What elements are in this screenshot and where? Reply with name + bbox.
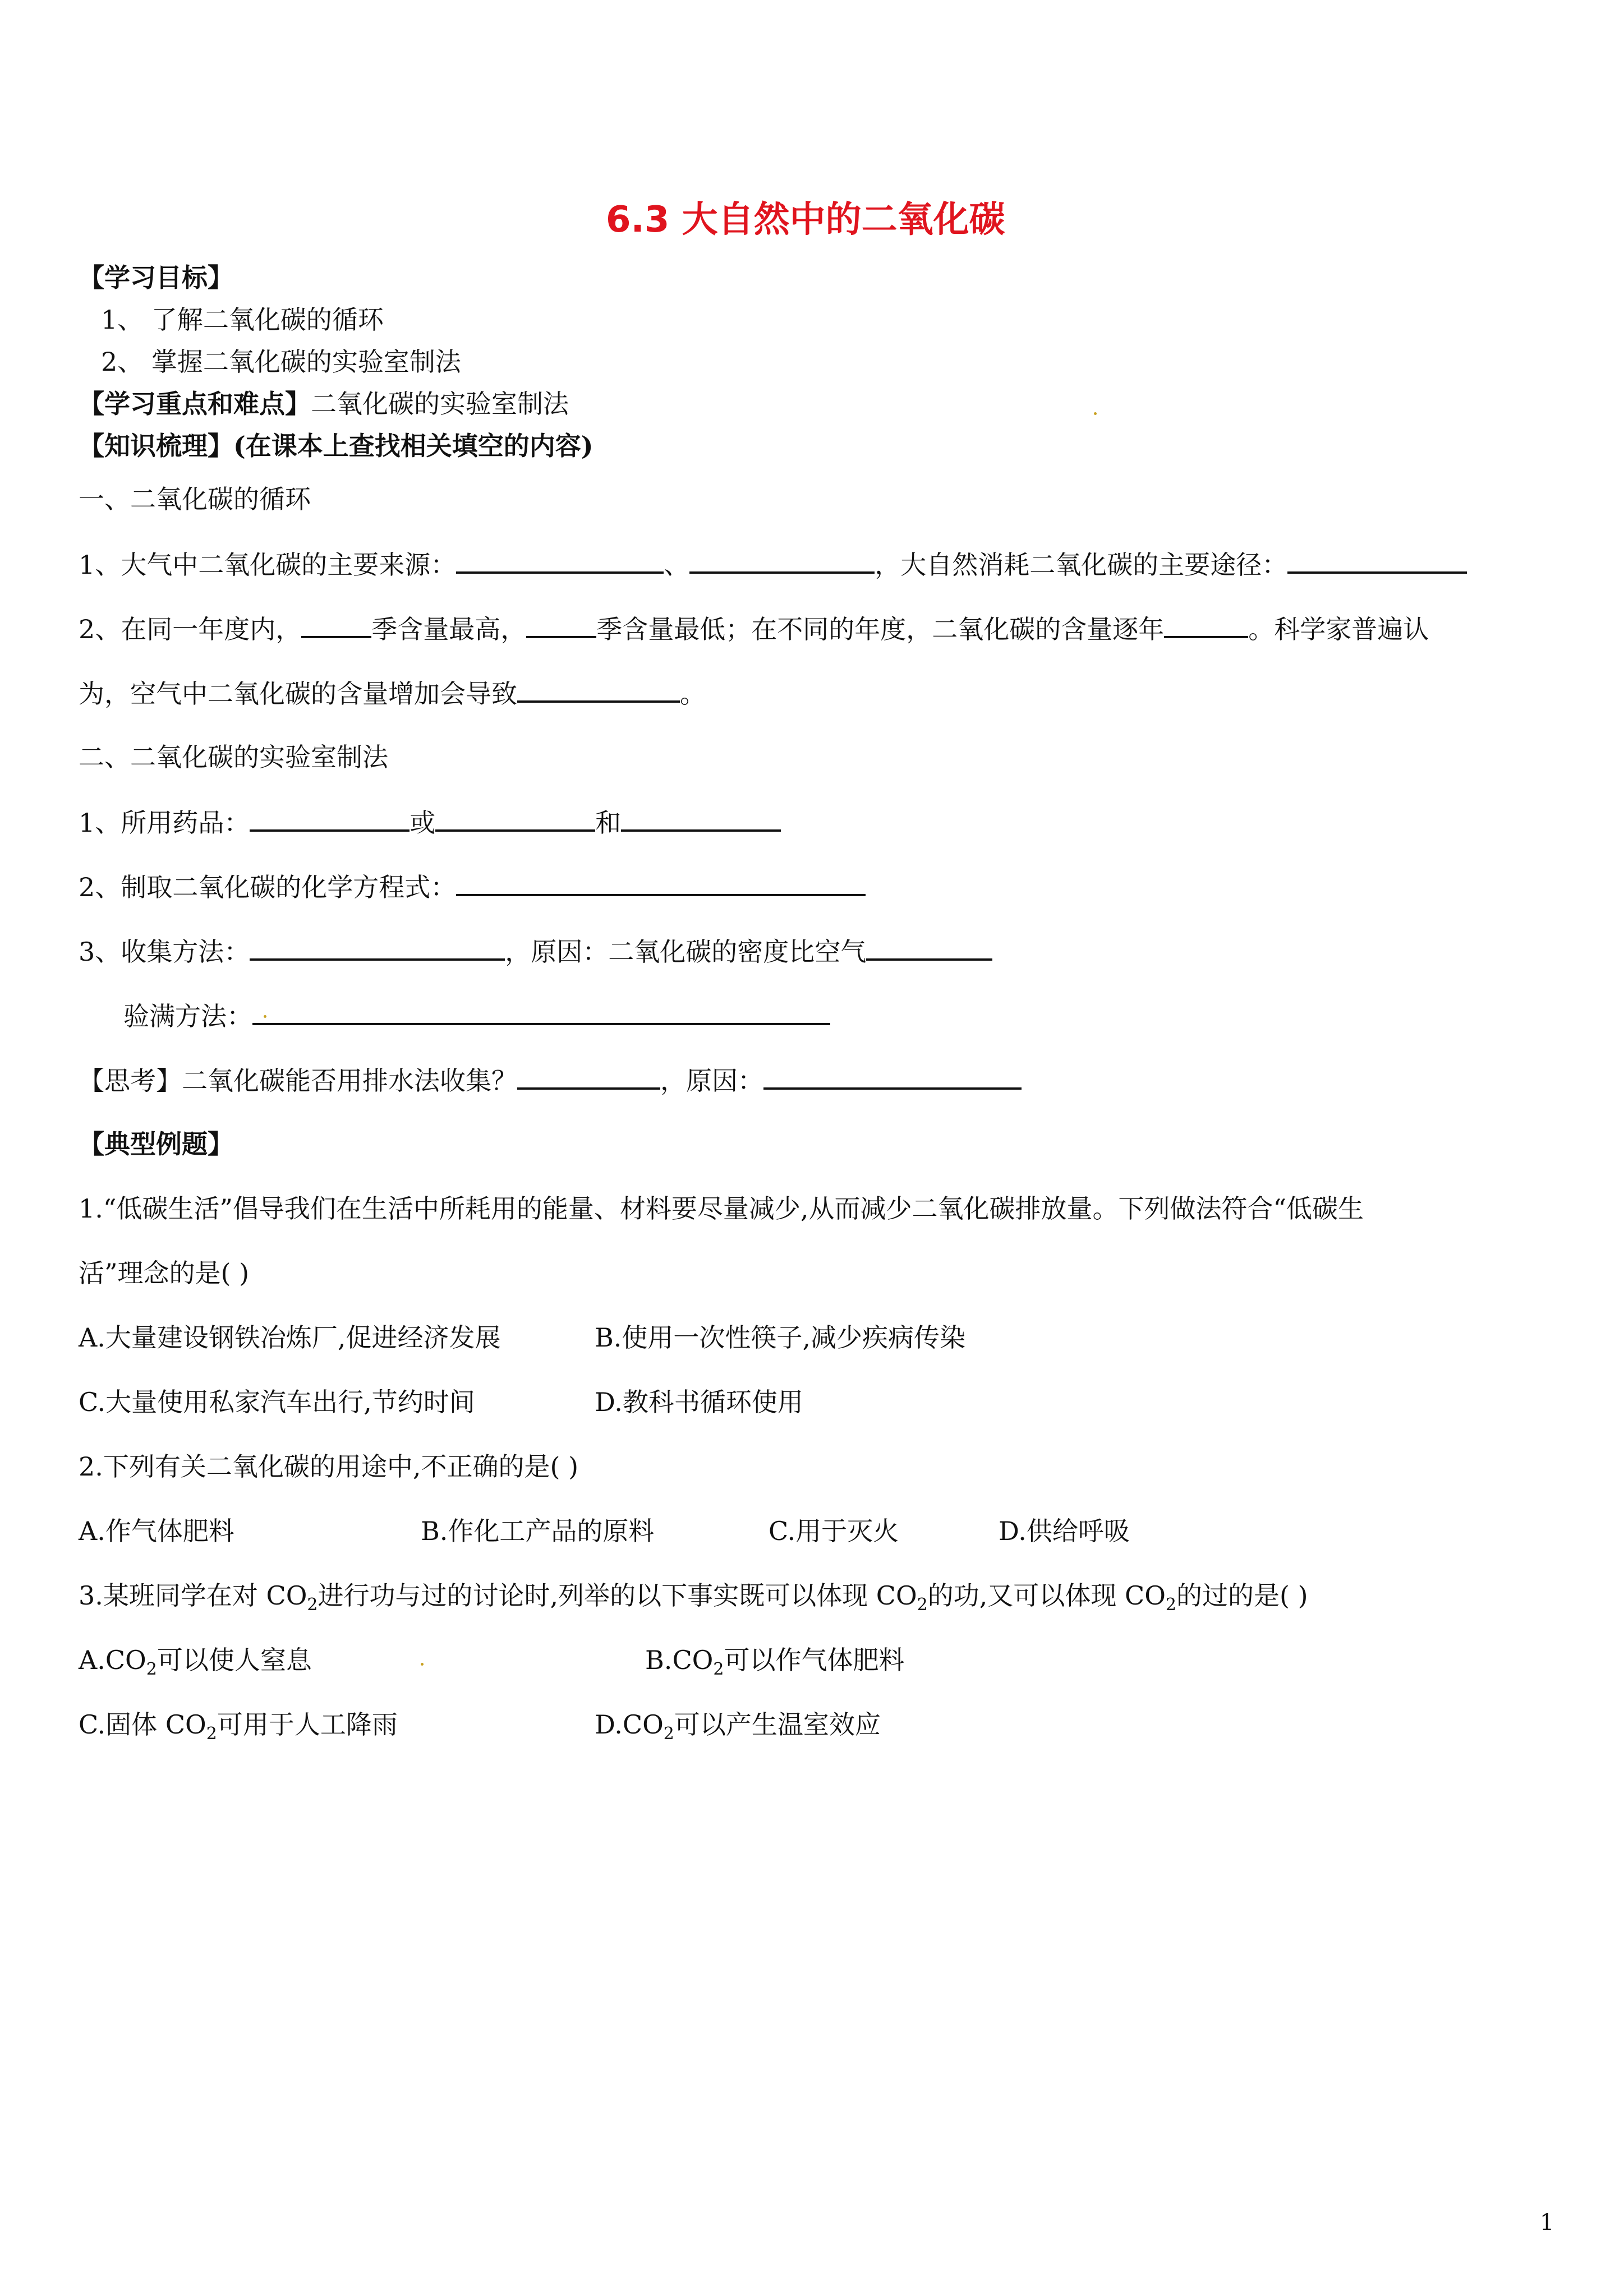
- s2-q1-text-a: 1、所用药品：: [79, 808, 250, 838]
- objectives-heading: 【学习目标】: [79, 262, 233, 293]
- blank[interactable]: [250, 934, 505, 961]
- keypoint-line: [79, 387, 569, 421]
- co2-text: CO: [105, 1645, 146, 1675]
- s2-q1-text-c: 和: [595, 808, 622, 838]
- s2-question-1: [79, 805, 781, 840]
- s1-q1-text-b: 、: [664, 550, 690, 580]
- example-1-option-c: C.大量使用私家汽车出行,节约时间: [79, 1387, 475, 1417]
- option-b-prefix: B.: [645, 1645, 673, 1675]
- co2-text: CO: [622, 1709, 664, 1740]
- examples-heading: 【典型例题】: [79, 1129, 233, 1159]
- subscript: 2: [917, 1595, 928, 1615]
- subscript: 2: [206, 1724, 217, 1744]
- example-2-option-b: B.作化工产品的原料: [421, 1516, 655, 1546]
- s1-q2-text-a: 2、在同一年度内，: [79, 614, 302, 644]
- example-3-option-c: [79, 1708, 398, 1751]
- s1-q2-text-c: 季含量最低；在不同的年度，二氧化碳的含量逐年: [596, 614, 1165, 644]
- s1-q1-text-c: ，大自然消耗二氧化碳的主要途径：: [875, 550, 1288, 580]
- page-number: 1: [1540, 2210, 1554, 2235]
- blank[interactable]: [763, 1063, 1022, 1090]
- blank[interactable]: [526, 611, 596, 638]
- keypoint-text: 二氧化碳的实验室制法: [311, 389, 569, 419]
- objective-2: 2、 掌握二氧化碳的实验室制法: [101, 347, 461, 377]
- s1-q1-text-a: 1、大气中二氧化碳的主要来源：: [79, 550, 457, 580]
- option-b-text: 可以作气体肥料: [724, 1645, 905, 1675]
- think-text-b: ，原因：: [660, 1066, 763, 1096]
- knowledge-heading: 【知识梳理】(在课本上查找相关填空的内容): [79, 431, 594, 461]
- example-1-option-a: A.大量建设钢铁冶炼厂,促进经济发展: [79, 1322, 501, 1353]
- think-text-a: 【思考】二氧化碳能否用排水法收集？: [79, 1066, 517, 1096]
- blank[interactable]: [252, 998, 830, 1025]
- subscript: 2: [713, 1659, 724, 1680]
- subscript: 2: [1165, 1595, 1177, 1615]
- example-2-option-d: D.供给呼吸: [999, 1516, 1130, 1546]
- s2-q4-text: 验满方法：: [123, 1001, 252, 1031]
- blank[interactable]: [456, 869, 866, 896]
- option-c-text: 可用于人工降雨: [217, 1709, 398, 1740]
- example-1-line-1: 1.“低碳生活”倡导我们在生活中所耗用的能量、材料要尽量减少,从而减少二氧化碳排放量。下列做法符合“低碳生: [79, 1193, 1364, 1224]
- option-a-text: 可以使人窒息: [157, 1645, 312, 1675]
- option-d-prefix: D.: [595, 1709, 623, 1740]
- blank[interactable]: [1164, 611, 1248, 638]
- stray-dot: [1094, 412, 1097, 415]
- blank[interactable]: [621, 805, 781, 832]
- example-3-option-b: [645, 1643, 904, 1686]
- s2-q1-text-b: 或: [410, 808, 436, 838]
- stray-dot: [421, 1663, 424, 1666]
- section2-heading: 二、二氧化碳的实验室制法: [79, 742, 388, 772]
- s1-q2-text-d: 。科学家普遍认: [1248, 614, 1429, 644]
- ex3-text-b: 进行功与过的讨论时,列举的以下事实既可以体现 CO: [318, 1580, 917, 1611]
- s2-q2-text: 2、制取二氧化碳的化学方程式：: [79, 872, 457, 902]
- co2-text: CO: [672, 1645, 714, 1675]
- ex3-text-c: 的功,又可以体现 CO: [927, 1580, 1166, 1611]
- s1-question-2: [79, 611, 1429, 646]
- blank[interactable]: [517, 1063, 660, 1090]
- blank[interactable]: [301, 611, 371, 638]
- think-line: [79, 1063, 1022, 1098]
- objective-1: 1、 了解二氧化碳的循环: [101, 305, 384, 335]
- s2-question-4: [123, 998, 830, 1033]
- blank[interactable]: [517, 676, 680, 703]
- subscript: 2: [307, 1595, 318, 1615]
- stray-dot: [264, 1015, 266, 1018]
- example-3-option-a: [79, 1643, 312, 1686]
- subscript: 2: [146, 1659, 157, 1680]
- keypoint-heading: 【学习重点和难点】: [79, 389, 311, 419]
- blank[interactable]: [456, 547, 664, 574]
- blank[interactable]: [689, 547, 875, 574]
- s1-q2-text-e: 为，空气中二氧化碳的含量增加会导致: [79, 679, 517, 709]
- option-a-prefix: A.: [79, 1645, 105, 1675]
- example-2-option-c: C.用于灭火: [769, 1516, 899, 1546]
- ex3-text-a: 3.某班同学在对 CO: [79, 1580, 307, 1611]
- s1-q2-text-b: 季含量最高，: [371, 614, 527, 644]
- s2-question-3: [79, 934, 992, 969]
- ex3-text-d: 的过的是( ): [1176, 1580, 1308, 1611]
- subscript: 2: [663, 1724, 674, 1744]
- blank[interactable]: [250, 805, 410, 832]
- example-1-option-d: D.教科书循环使用: [595, 1387, 803, 1417]
- example-1-line-2: 活”理念的是( ): [79, 1258, 250, 1288]
- s2-question-2: [79, 869, 866, 904]
- example-3-line: [79, 1579, 1308, 1622]
- option-d-text: 可以产生温室效应: [674, 1709, 881, 1740]
- example-1-option-b: B.使用一次性筷子,减少疾病传染: [595, 1322, 966, 1353]
- blank[interactable]: [1287, 547, 1467, 574]
- example-3-option-d: [595, 1708, 881, 1751]
- blank[interactable]: [866, 934, 992, 961]
- s1-q2-text-f: 。: [680, 679, 706, 709]
- s2-q3-text-a: 3、收集方法：: [79, 937, 250, 967]
- option-c-prefix: C.固体: [79, 1709, 165, 1740]
- example-2-option-a: A.作气体肥料: [79, 1516, 234, 1546]
- page-title: 6.3 大自然中的二氧化碳: [606, 199, 1005, 241]
- section1-heading: 一、二氧化碳的循环: [79, 484, 311, 514]
- s2-q3-text-b: ，原因：二氧化碳的密度比空气: [505, 937, 867, 967]
- s1-question-2-cont: [79, 676, 706, 711]
- example-2-line: 2.下列有关二氧化碳的用途中,不正确的是( ): [79, 1451, 579, 1482]
- blank[interactable]: [435, 805, 595, 832]
- co2-text: CO: [165, 1709, 206, 1740]
- s1-question-1: [79, 547, 1467, 582]
